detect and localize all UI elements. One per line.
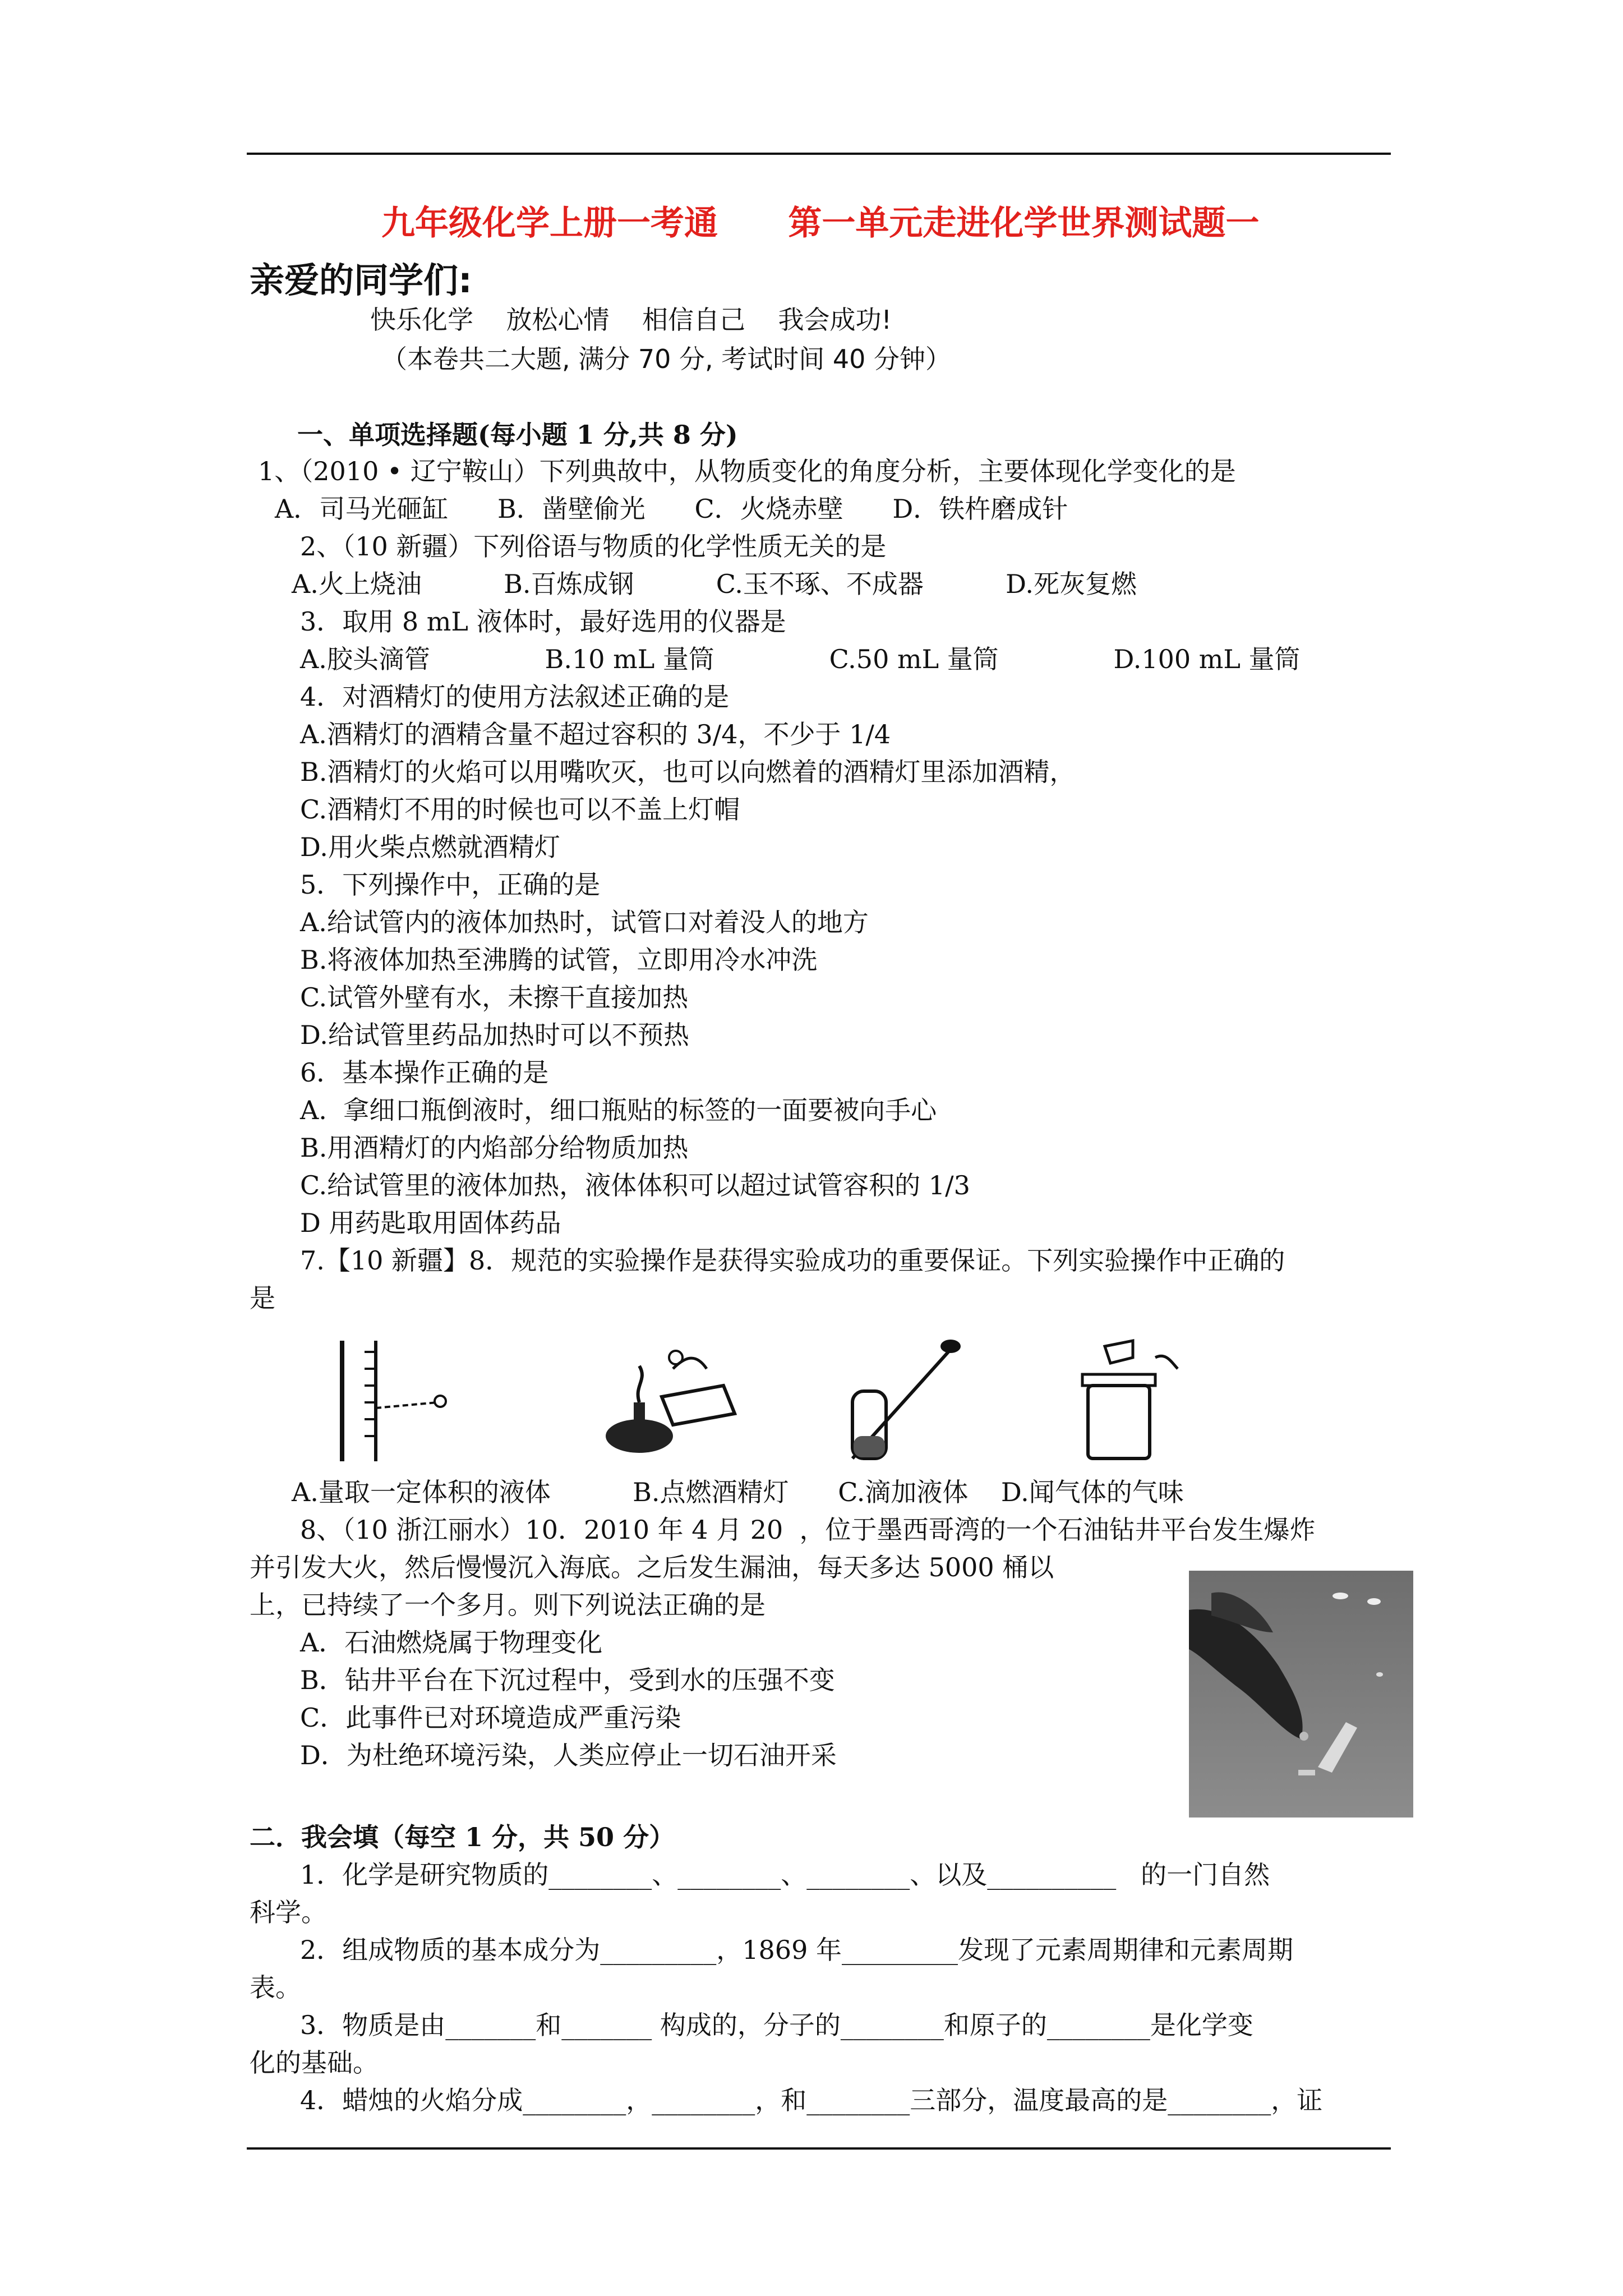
q2-stem: 2、（10 新疆）下列俗语与物质的化学性质无关的是 — [300, 531, 887, 562]
q8-stem-cont: 并引发大火，然后慢慢沉入海底。之后发生漏油，每天多达 5000 桶以 — [250, 1552, 1054, 1582]
exam-note: （本卷共二大题, 满分 70 分, 考试时间 40 分钟） — [381, 344, 952, 374]
q3-stem: 3．取用 8 mL 液体时，最好选用的仪器是 — [300, 606, 786, 637]
page-title: 九年级化学上册一考通 第一单元走进化学世界测试题一 — [381, 204, 1260, 243]
q8-stem: 8、（10 浙江丽水）10．2010 年 4 月 20 ，位于墨西哥湾的一个石油钻井平台发生爆炸 — [300, 1515, 1316, 1545]
fill-line-1: 1．化学是研究物质的________、________、________、以及__________ 的一门自然 — [300, 1860, 1270, 1890]
motto: 快乐化学 放松心情 相信自己 我会成功! — [370, 305, 892, 335]
q3-options: A.胶头滴管 B.10 mL 量筒 C.50 mL 量筒 D.100 mL 量筒 — [300, 644, 1301, 674]
section2-heading: 二．我会填（每空 1 分，共 50 分） — [250, 1822, 675, 1852]
q8-option-d: D．为杜绝环境污染，人类应停止一切石油开采 — [300, 1740, 837, 1770]
q5-option-b: B.将液体加热至沸腾的试管，立即用冷水冲洗 — [300, 945, 818, 975]
fill-line-2: 2．组成物质的基本成分为_________，1869 年_________发现了元素周期律和元素周期 — [300, 1935, 1293, 1965]
q4-stem: 4．对酒精灯的使用方法叙述正确的是 — [300, 682, 730, 712]
q6-option-b: B.用酒精灯的内焰部分给物质加热 — [300, 1133, 689, 1163]
q6-option-a: A. 拿细口瓶倒液时，细口瓶贴的标签的一面要被向手心 — [300, 1095, 937, 1125]
fill-line-4: 4．蜡烛的火焰分成________，________，和________三部分，温度最高的是________，证 — [300, 2085, 1323, 2115]
top-rule — [247, 153, 1391, 155]
q8-option-a: A．石油燃烧属于物理变化 — [300, 1627, 603, 1658]
q4-option-a: A.酒精灯的酒精含量不超过容积的 3/4，不少于 1/4 — [300, 719, 891, 749]
q5-stem: 5．下列操作中，正确的是 — [300, 869, 601, 900]
graduated-cylinder-figure — [331, 1335, 449, 1464]
fill-line-3-cont: 化的基础。 — [250, 2047, 379, 2078]
q4-option-b: B.酒精灯的火焰可以用嘴吹灭，也可以向燃着的酒精灯里添加酒精， — [300, 757, 1076, 787]
greeting: 亲爱的同学们: — [250, 260, 472, 301]
q8-option-c: C．此事件已对环境造成严重污染 — [300, 1703, 681, 1733]
q1-options: A．司马光砸缸 B．凿壁偷光 C．火烧赤壁 D．铁杵磨成针 — [275, 494, 1068, 524]
fill-line-2-cont: 表。 — [250, 1972, 301, 2003]
fill-line-3: 3．物质是由_______和_______ 构成的，分子的________和原子的________是化学变 — [300, 2010, 1253, 2040]
q7-stem-cont: 是 — [250, 1283, 275, 1313]
q8-stem-cont2: 上，已持续了一个多月。则下列说法正确的是 — [250, 1590, 766, 1620]
bottom-rule — [247, 2147, 1391, 2150]
q5-option-d: D.给试管里药品加热时可以不预热 — [300, 1020, 689, 1050]
q6-option-c: C.给试管里的液体加热，液体体积可以超过试管容积的 1/3 — [300, 1170, 970, 1200]
smelling-gas-figure — [1071, 1335, 1183, 1464]
q1-stem: 1、（2010 • 辽宁鞍山）下列典故中，从物质变化的角度分析，主要体现化学变化的是 — [258, 456, 1236, 486]
q7-stem: 7.【10 新疆】8．规范的实验操作是获得实验成功的重要保证。下列实验操作中正确的 — [300, 1245, 1285, 1276]
q7-options: A.量取一定体积的液体 B.点燃酒精灯 C.滴加液体 D.闻气体的气味 — [292, 1477, 1184, 1507]
q4-option-c: C.酒精灯不用的时候也可以不盖上灯帽 — [300, 794, 740, 825]
q2-options: A.火上烧油 B.百炼成钢 C.玉不琢、不成器 D.死灰复燃 — [292, 569, 1137, 599]
q4-option-d: D.用火柴点燃就酒精灯 — [300, 832, 560, 862]
dropper-test-tube-figure — [841, 1329, 965, 1464]
alcohol-lamp-figure — [594, 1335, 740, 1464]
q5-option-a: A.给试管内的液体加热时，试管口对着没人的地方 — [300, 907, 869, 937]
q5-option-c: C.试管外壁有水，未擦干直接加热 — [300, 982, 689, 1013]
section1-heading: 一、单项选择题(每小题 1 分,共 8 分) — [297, 420, 738, 450]
q6-stem: 6．基本操作正确的是 — [300, 1057, 549, 1088]
oil-spill-photo — [1189, 1571, 1413, 1818]
q6-option-d: D 用药匙取用固体药品 — [300, 1208, 561, 1238]
fill-line-1-cont: 科学。 — [250, 1897, 327, 1927]
q8-option-b: B．钻井平台在下沉过程中，受到水的压强不变 — [300, 1665, 835, 1695]
